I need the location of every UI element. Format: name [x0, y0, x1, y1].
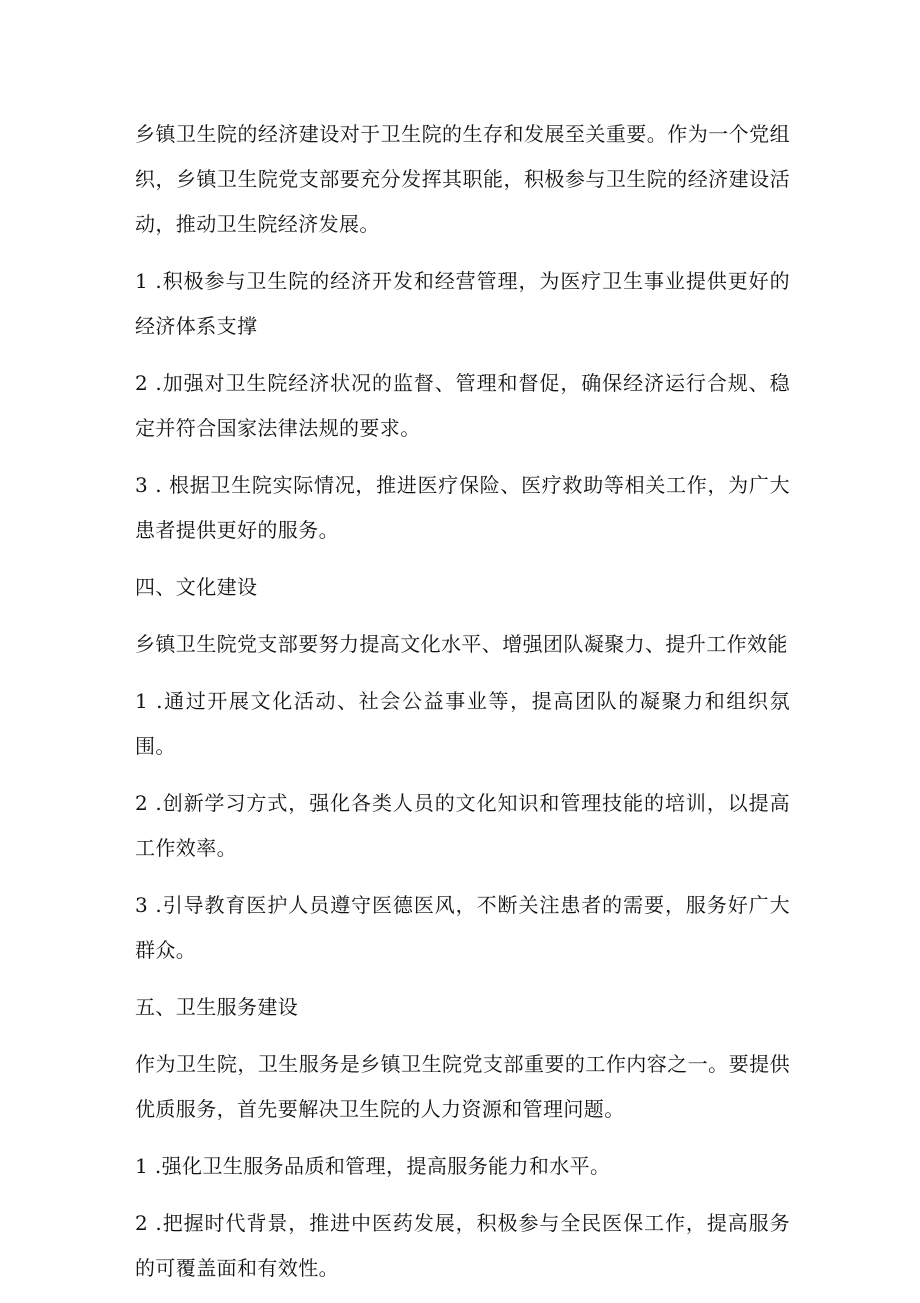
- paragraph-culture-item-3: 3 .引导教育医护人员遵守医德医风，不断关注患者的需要，服务好广大群众。: [135, 893, 790, 962]
- paragraph-economic-item-3: 3 . 根据卫生院实际情况，推进医疗保险、医疗救助等相关工作，为广大患者提供更好的服务。: [135, 473, 790, 542]
- document-body: [135, 112, 790, 1303]
- paragraph-service-item-2: 2 .把握时代背景，推进中医药发展，积极参与全民医保工作，提高服务的可覆盖面和有效性。: [135, 1211, 790, 1280]
- paragraph-service-item-1: 1 .强化卫生服务品质和管理，提高服务能力和水平。: [135, 1154, 611, 1178]
- paragraph-economic-intro: 乡镇卫生院的经济建设对于卫生院的生存和发展至关重要。作为一个党组织，乡镇卫生院党支部要充分发挥其职能，积极参与卫生院的经济建设活动，推动卫生院经济发展。: [135, 122, 790, 236]
- section-heading-culture: 四、文化建设: [135, 575, 258, 599]
- paragraph-culture-item-1: 1 .通过开展文化活动、社会公益事业等，提高团队的凝聚力和组织氛围。: [135, 689, 790, 758]
- paragraph-culture-item-2: 2 .创新学习方式，强化各类人员的文化知识和管理技能的培训，以提高工作效率。: [135, 791, 790, 860]
- paragraph-service-intro: 作为卫生院，卫生服务是乡镇卫生院党支部重要的工作内容之一。要提供优质服务，首先要解决卫生院的人力资源和管理问题。: [135, 1052, 790, 1121]
- paragraph-economic-item-2: 2 .加强对卫生院经济状况的监督、管理和督促，确保经济运行合规、稳定并符合国家法律法规的要求。: [135, 371, 790, 440]
- paragraph-culture-intro: 乡镇卫生院党支部要努力提高文化水平、增强团队凝聚力、提升工作效能: [135, 632, 788, 656]
- section-heading-health-service: 五、卫生服务建设: [135, 995, 299, 1019]
- paragraph-economic-item-1: 1 .积极参与卫生院的经济开发和经营管理，为医疗卫生事业提供更好的经济体系支撑: [135, 269, 790, 338]
